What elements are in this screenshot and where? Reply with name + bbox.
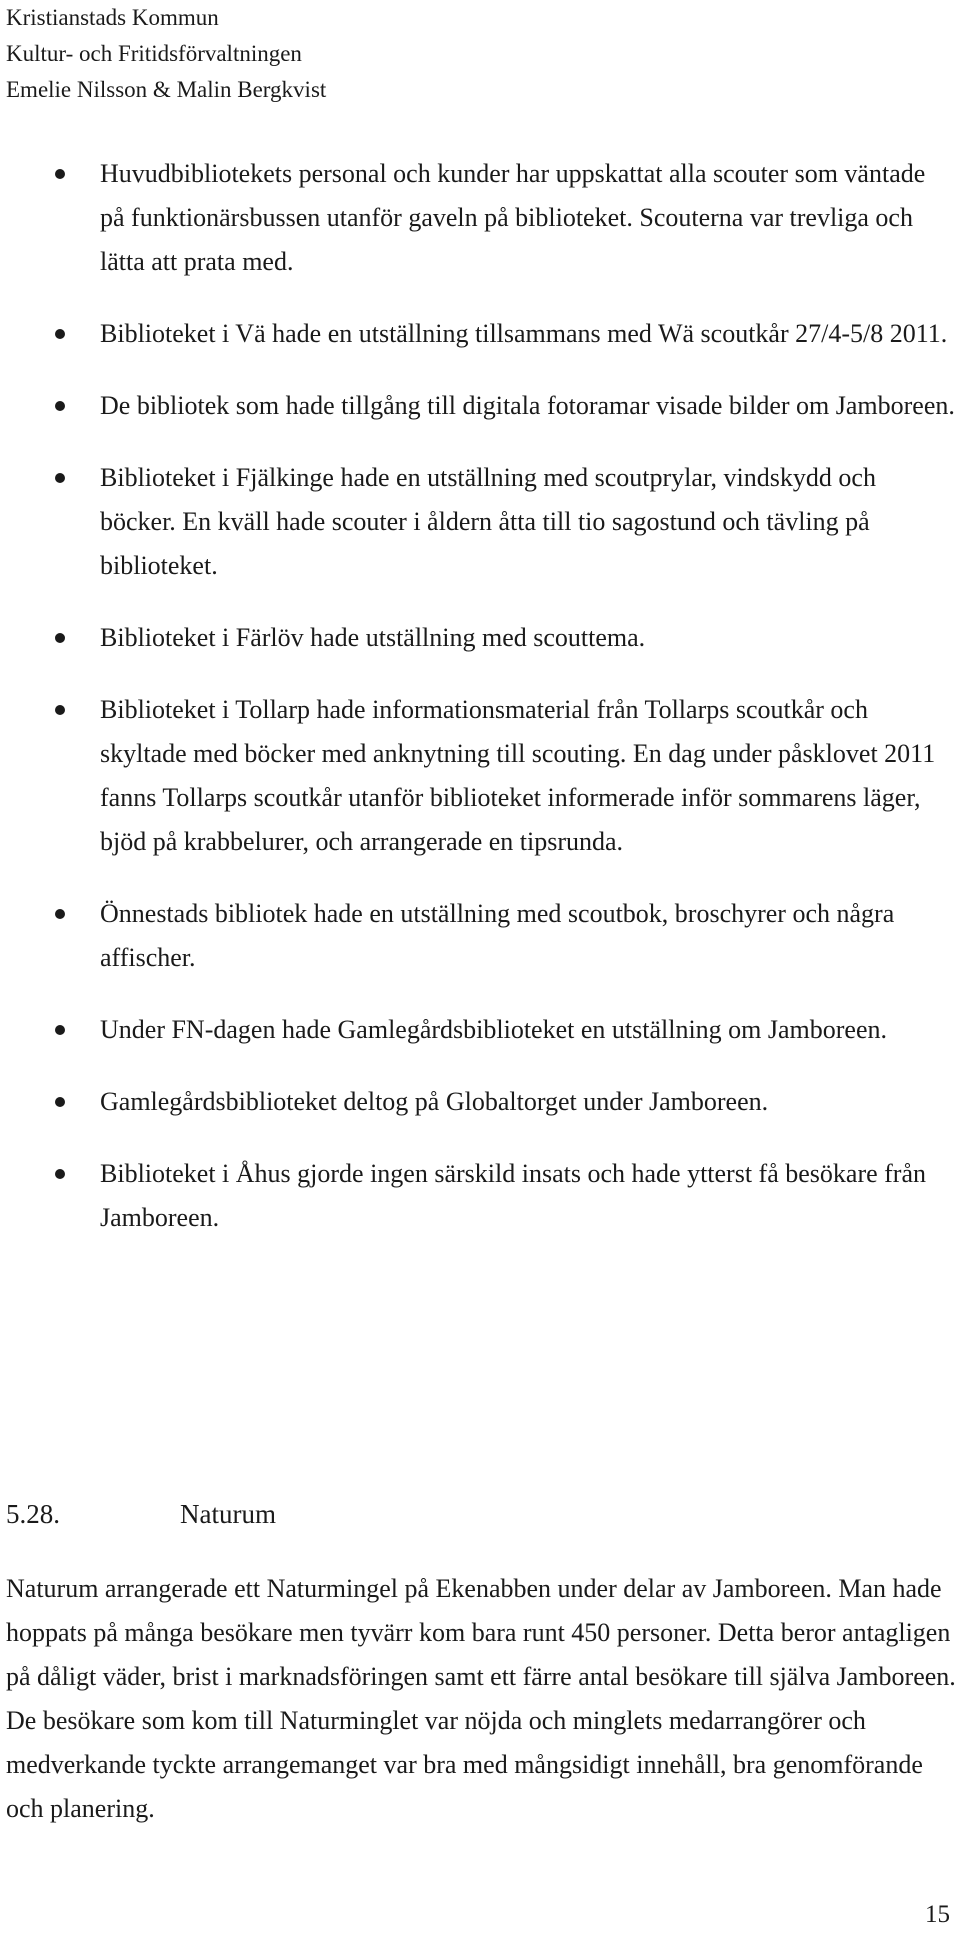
list-item-text: Huvudbibliotekets personal och kunder har uppskattat alla scouter som väntade på funktionärsbussen utanför gaveln på biblioteket. Scouterna var trevliga och lätta att prata med.	[100, 159, 926, 276]
bullet-icon	[55, 1169, 65, 1179]
section-title: Naturum	[180, 1499, 276, 1529]
bullet-list	[0, 152, 960, 1268]
page-header	[6, 0, 326, 108]
header-department: Kultur- och Fritidsförvaltningen	[6, 41, 302, 66]
bullet-icon	[55, 329, 65, 339]
section-paragraph: Naturum arrangerade ett Naturmingel på Ekenabben under delar av Jamboreen. Man hade hoppats på många besökare men tyvärr kom bara runt 450 personer. Detta beror antagligen på dåligt väder, brist i marknadsföringen samt ett färre antal besökare till själva Jamboreen. De besökare som kom till Naturminglet var nöjda och minglets medarrangörer och medverkande tyckte arrangemanget var bra med mångsidigt innehåll, bra genomförande och planering.	[6, 1574, 956, 1823]
bullet-icon	[55, 473, 65, 483]
list-item	[0, 1008, 960, 1052]
bullet-icon	[55, 1025, 65, 1035]
list-item	[0, 1152, 960, 1240]
list-item	[0, 1080, 960, 1124]
section-number: 5.28.	[6, 1499, 60, 1529]
bullet-icon	[55, 705, 65, 715]
list-item-text: Önnestads bibliotek hade en utställning med scoutbok, broschyrer och några affischer.	[100, 899, 895, 972]
header-organization: Kristianstads Kommun	[6, 5, 219, 30]
list-item-text: Biblioteket i Tollarp hade informationsmaterial från Tollarps scoutkår och skyltade med böcker med anknytning till scouting. En dag under påsklovet 2011 fanns Tollarps scoutkår utanför biblioteket informerade inför sommarens läger, bjöd på krabbelurer, och arrangerade en tipsrunda.	[100, 695, 936, 856]
bullet-icon	[55, 401, 65, 411]
list-item	[0, 384, 960, 428]
section-heading	[6, 1494, 276, 1534]
bullet-icon	[55, 909, 65, 919]
list-item-text: Under FN-dagen hade Gamlegårdsbiblioteket en utställning om Jamboreen.	[100, 1015, 888, 1044]
list-item	[0, 892, 960, 980]
list-item	[0, 152, 960, 284]
list-item-text: De bibliotek som hade tillgång till digitala fotoramar visade bilder om Jamboreen.	[100, 391, 955, 420]
list-item	[0, 456, 960, 588]
list-item-text: Biblioteket i Vä hade en utställning tillsammans med Wä scoutkår 27/4-5/8 2011.	[100, 319, 948, 348]
bullet-icon	[55, 169, 65, 179]
list-item	[0, 312, 960, 356]
list-item	[0, 616, 960, 660]
bullet-icon	[55, 633, 65, 643]
bullet-icon	[55, 1097, 65, 1107]
list-item-text: Biblioteket i Åhus gjorde ingen särskild insats och hade ytterst få besökare från Jamboreen.	[100, 1159, 927, 1232]
list-item-text: Gamlegårdsbiblioteket deltog på Globaltorget under Jamboreen.	[100, 1087, 769, 1116]
list-item	[0, 688, 960, 864]
header-authors: Emelie Nilsson & Malin Bergkvist	[6, 77, 327, 102]
page-number: 15	[925, 1901, 950, 1928]
list-item-text: Biblioteket i Fjälkinge hade en utställning med scoutprylar, vindskydd och böcker. En kväll hade scouter i åldern åtta till tio sagostund och tävling på biblioteket.	[100, 463, 876, 580]
list-item-text: Biblioteket i Färlöv hade utställning med scouttema.	[100, 623, 646, 652]
